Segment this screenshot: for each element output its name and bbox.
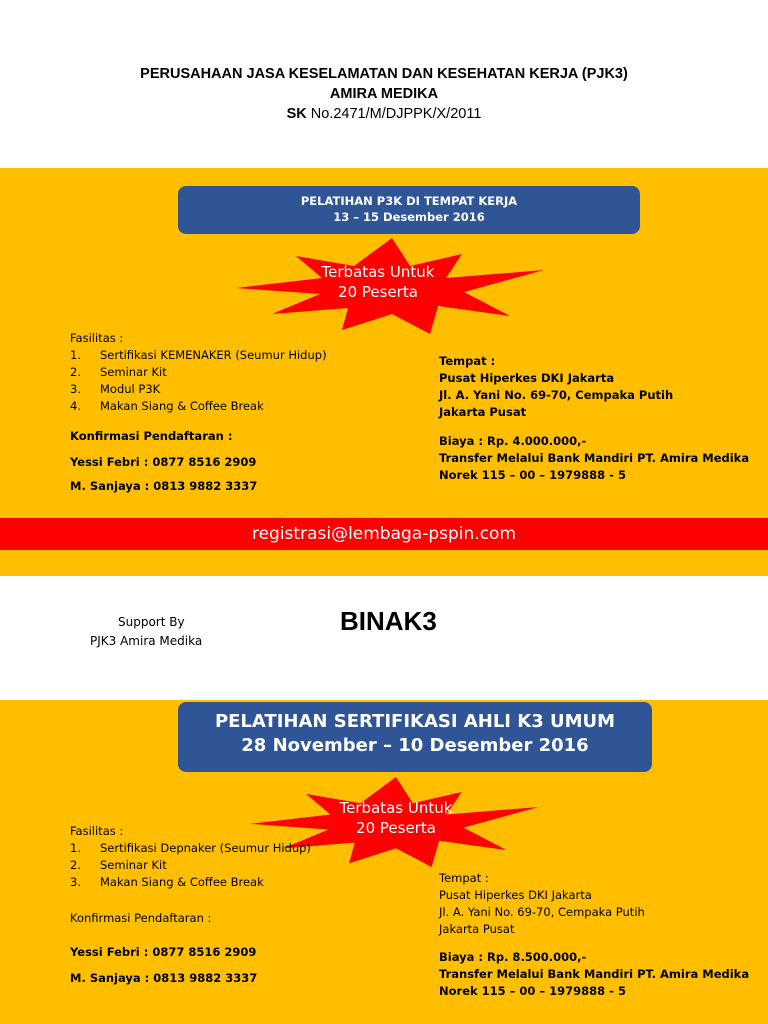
list-item: 2. Seminar Kit — [70, 365, 167, 379]
company-name: PERUSAHAAN JASA KESELAMATAN DAN KESEHATAN KERJA (PJK3) — [140, 66, 628, 82]
support-section — [0, 576, 768, 700]
tempat-line: Jl. A. Yani No. 69-70, Cempaka Putih — [439, 388, 674, 402]
burst-line-2: 20 Peserta — [356, 819, 436, 837]
tempat-label: Tempat : — [439, 871, 489, 885]
training-dates: 13 – 15 Desember 2016 — [333, 210, 485, 224]
biaya: Biaya : Rp. 8.500.000,- — [439, 950, 587, 964]
company-header — [0, 0, 768, 168]
support-label: Support By — [118, 615, 185, 629]
biaya: Biaya : Rp. 4.000.000,- — [439, 434, 587, 448]
training-panel-ahli-k3 — [0, 700, 768, 1024]
contact-sanjaya: M. Sanjaya : 0813 9882 3337 — [70, 479, 258, 493]
tempat-line: Jl. A. Yani No. 69-70, Cempaka Putih — [439, 905, 645, 919]
fasilitas-label: Fasilitas : — [70, 824, 124, 838]
konfirmasi-label: Konfirmasi Pendaftaran : — [70, 429, 233, 443]
tempat-line: Pusat Hiperkes DKI Jakarta — [439, 888, 592, 902]
title-box — [178, 186, 640, 234]
training-panel-p3k — [0, 168, 768, 576]
burst-line-1: Terbatas Untuk — [321, 263, 435, 281]
list-item: 3. Makan Siang & Coffee Break — [70, 875, 264, 889]
fasilitas-label: Fasilitas : — [70, 331, 124, 345]
training-title: PELATIHAN SERTIFIKASI AHLI K3 UMUM — [214, 711, 616, 732]
email-bar: registrasi@lembaga-pspin.com — [0, 518, 768, 550]
burst-label — [296, 798, 496, 838]
sk-value: No.2471/M/DJPPK/X/2011 — [310, 106, 482, 122]
list-item: 3. Modul P3K — [70, 382, 161, 396]
sk-label: SK — [286, 106, 307, 122]
brand-logo-text: BINAK3 — [340, 606, 437, 636]
burst-label — [268, 262, 488, 302]
contact-sanjaya: M. Sanjaya : 0813 9882 3337 — [70, 971, 258, 985]
title-box — [178, 702, 652, 772]
tempat-line: Jakarta Pusat — [439, 405, 527, 419]
konfirmasi-label: Konfirmasi Pendaftaran : — [70, 911, 212, 925]
contact-yessi: Yessi Febri : 0877 8516 2909 — [70, 945, 257, 959]
norek: Norek 115 – 00 – 1979888 - 5 — [439, 984, 626, 998]
transfer-info: Transfer Melalui Bank Mandiri PT. Amira Medika — [439, 967, 750, 981]
norek: Norek 115 – 00 – 1979888 - 5 — [439, 468, 626, 482]
support-org: PJK3 Amira Medika — [90, 634, 203, 648]
burst-line-1: Terbatas Untuk — [339, 799, 453, 817]
list-item: 1. Sertifikasi Depnaker (Seumur Hidup) — [70, 841, 311, 855]
transfer-info: Transfer Melalui Bank Mandiri PT. Amira Medika — [439, 451, 750, 465]
company-subname: AMIRA MEDIKA — [329, 86, 439, 102]
training-title: PELATIHAN P3K DI TEMPAT KERJA — [300, 194, 518, 208]
tempat-label: Tempat : — [439, 354, 496, 368]
list-item: 1. Sertifikasi KEMENAKER (Seumur Hidup) — [70, 348, 327, 362]
tempat-line: Jakarta Pusat — [439, 922, 515, 936]
list-item: 2. Seminar Kit — [70, 858, 167, 872]
burst-line-2: 20 Peserta — [338, 283, 418, 301]
list-item: 4. Makan Siang & Coffee Break — [70, 399, 264, 413]
sk-number — [0, 106, 768, 122]
training-dates: 28 November – 10 Desember 2016 — [241, 735, 589, 756]
contact-yessi: Yessi Febri : 0877 8516 2909 — [70, 455, 257, 469]
tempat-line: Pusat Hiperkes DKI Jakarta — [439, 371, 615, 385]
